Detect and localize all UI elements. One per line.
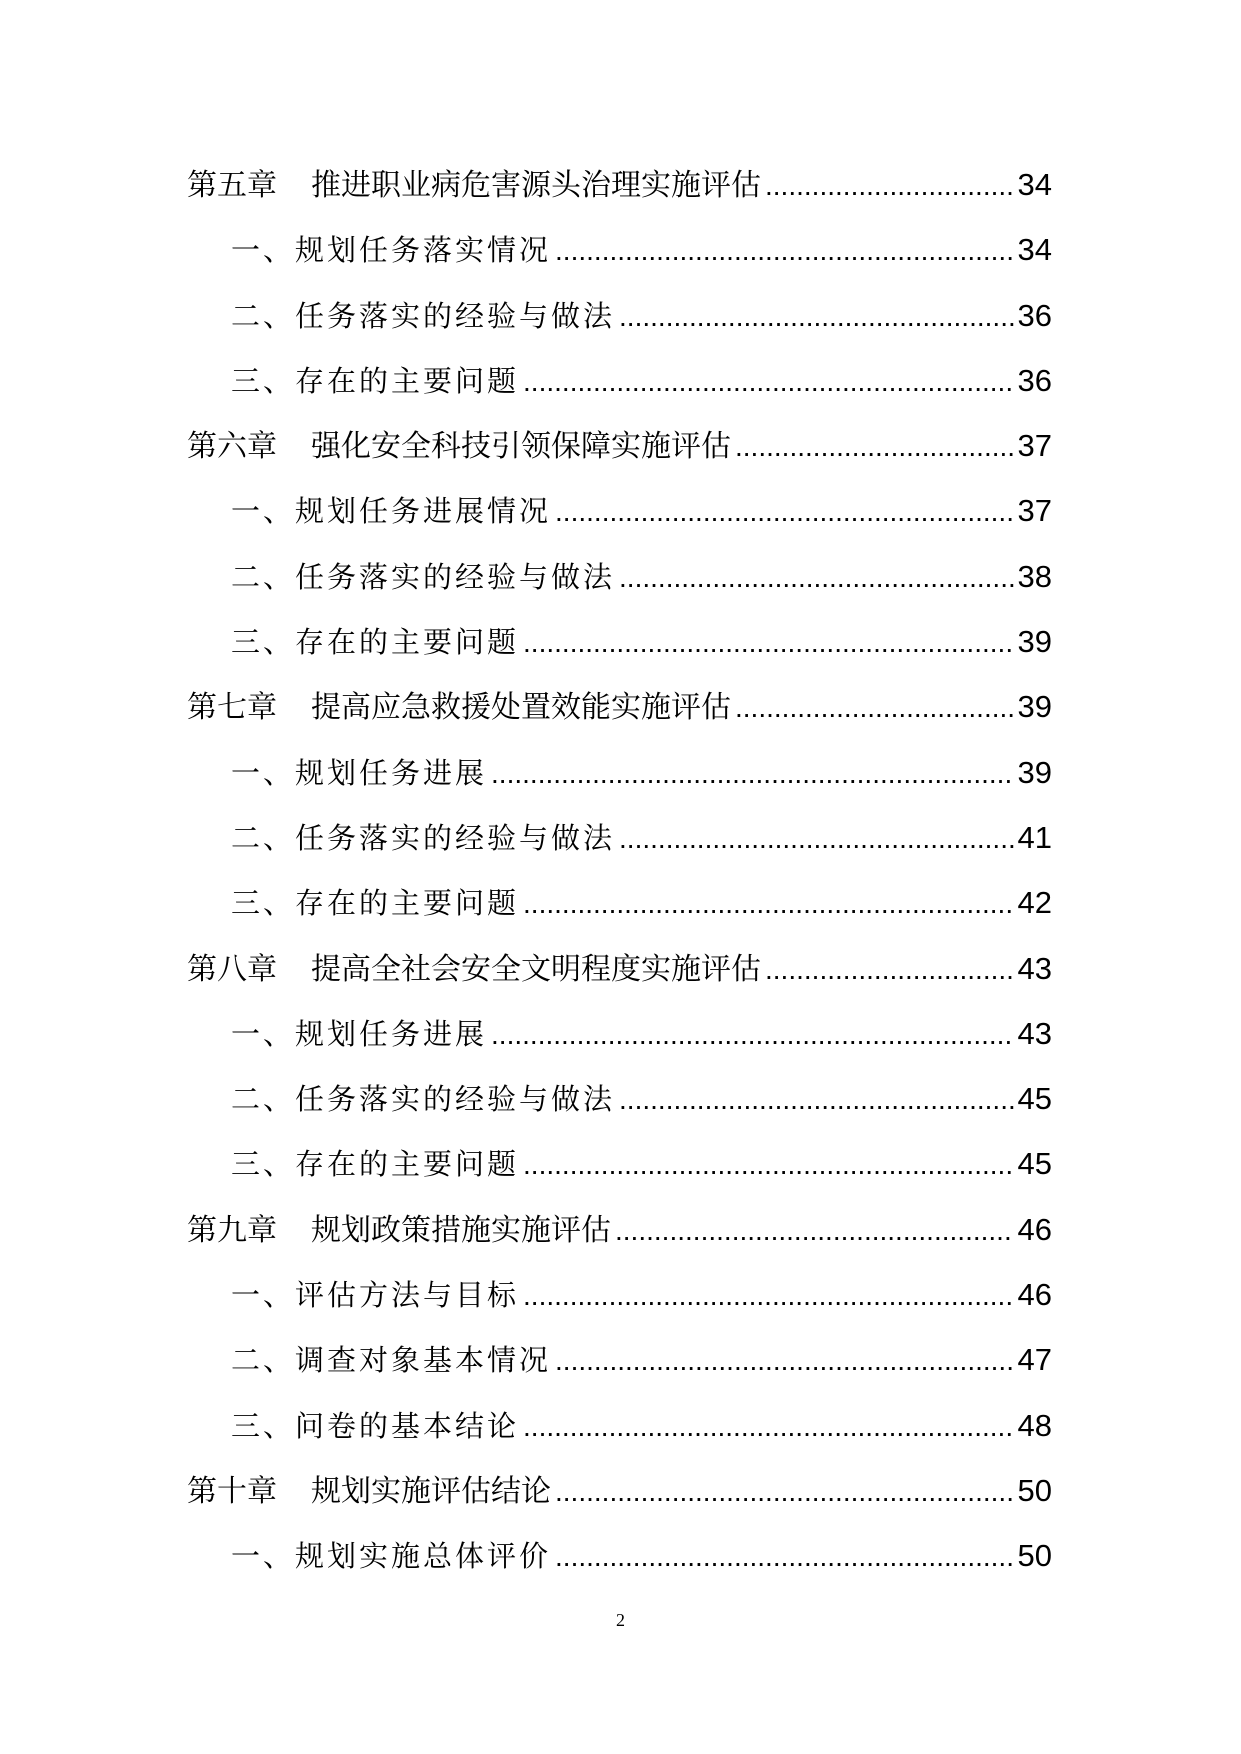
dot-leader	[619, 1067, 1014, 1132]
dot-leader	[555, 1459, 1014, 1524]
dot-leader	[555, 479, 1014, 544]
section-title: 一、规划实施总体评价	[231, 1539, 552, 1574]
dot-leader	[735, 675, 1014, 740]
toc-section-entry[interactable]	[187, 544, 1052, 609]
dot-leader	[615, 1198, 1014, 1263]
dot-leader	[491, 741, 1014, 806]
page-reference: 43	[1017, 1015, 1052, 1051]
toc-chapter-entry[interactable]	[187, 1458, 1052, 1523]
section-title: 一、规划任务进展	[231, 755, 488, 790]
toc-section-entry[interactable]	[187, 348, 1052, 413]
page-footer-number: 2	[616, 1610, 625, 1630]
toc-section-entry[interactable]	[187, 1523, 1052, 1588]
chapter-number: 第七章	[187, 690, 277, 726]
toc-section-entry[interactable]	[187, 740, 1052, 805]
toc-chapter-entry[interactable]	[187, 152, 1052, 217]
section-title: 二、调查对象基本情况	[231, 1343, 552, 1378]
page-reference: 38	[1017, 558, 1052, 594]
page-reference: 34	[1017, 232, 1052, 268]
dot-leader	[619, 284, 1014, 349]
dot-leader	[523, 1263, 1014, 1328]
toc-section-entry[interactable]	[187, 217, 1052, 282]
dot-leader	[523, 871, 1014, 936]
section-title: 一、规划任务进展	[231, 1016, 488, 1051]
toc-section-entry[interactable]	[187, 1262, 1052, 1327]
page-reference: 36	[1017, 297, 1052, 333]
section-title: 二、任务落实的经验与做法	[231, 1082, 616, 1117]
section-title: 一、评估方法与目标	[231, 1278, 520, 1313]
page-reference: 45	[1017, 1081, 1052, 1117]
section-title: 一、规划任务落实情况	[231, 233, 552, 268]
toc-section-entry[interactable]	[187, 1327, 1052, 1392]
chapter-title: 提高应急救援处置效能实施评估	[311, 690, 731, 726]
toc-chapter-entry[interactable]	[187, 674, 1052, 739]
page-reference: 50	[1017, 1472, 1052, 1508]
table-of-contents	[187, 152, 1052, 1589]
chapter-number: 第八章	[187, 951, 277, 987]
page-reference: 45	[1017, 1146, 1052, 1182]
section-title: 三、问卷的基本结论	[231, 1408, 520, 1443]
toc-section-entry[interactable]	[187, 1001, 1052, 1066]
page-reference: 46	[1017, 1277, 1052, 1313]
dot-leader	[555, 1524, 1014, 1589]
chapter-number: 第九章	[187, 1212, 277, 1248]
page-reference: 50	[1017, 1538, 1052, 1574]
chapter-number: 第五章	[187, 168, 277, 203]
page-reference: 41	[1017, 819, 1052, 855]
chapter-title: 提高全社会安全文明程度实施评估	[311, 951, 761, 987]
dot-leader	[555, 1328, 1014, 1393]
section-title: 三、存在的主要问题	[231, 625, 520, 660]
toc-section-entry[interactable]	[187, 1393, 1052, 1458]
page-reference: 42	[1017, 885, 1052, 921]
section-title: 三、存在的主要问题	[231, 363, 520, 398]
dot-leader	[765, 937, 1014, 1002]
page-reference: 43	[1017, 950, 1052, 986]
toc-chapter-entry[interactable]	[187, 1197, 1052, 1262]
section-title: 三、存在的主要问题	[231, 886, 520, 921]
dot-leader	[523, 349, 1014, 414]
toc-chapter-entry[interactable]	[187, 936, 1052, 1001]
section-title: 二、任务落实的经验与做法	[231, 298, 616, 333]
toc-section-entry[interactable]	[187, 478, 1052, 543]
page-reference: 34	[1017, 167, 1052, 202]
toc-chapter-entry[interactable]	[187, 413, 1052, 478]
dot-leader	[555, 218, 1014, 283]
chapter-title: 推进职业病危害源头治理实施评估	[311, 168, 761, 203]
dot-leader	[735, 414, 1014, 479]
section-title: 三、存在的主要问题	[231, 1147, 520, 1182]
page-reference: 39	[1017, 754, 1052, 790]
chapter-number: 第十章	[187, 1473, 277, 1509]
toc-section-entry[interactable]	[187, 1066, 1052, 1131]
section-title: 二、任务落实的经验与做法	[231, 820, 616, 855]
chapter-number: 第六章	[187, 429, 277, 465]
toc-section-entry[interactable]	[187, 1131, 1052, 1196]
toc-section-entry[interactable]	[187, 609, 1052, 674]
dot-leader	[523, 610, 1014, 675]
dot-leader	[491, 1002, 1014, 1067]
page-reference: 47	[1017, 1342, 1052, 1378]
dot-leader	[523, 1132, 1014, 1197]
toc-section-entry[interactable]	[187, 805, 1052, 870]
dot-leader	[765, 153, 1014, 218]
page-reference: 36	[1017, 362, 1052, 398]
toc-section-entry[interactable]	[187, 870, 1052, 935]
dot-leader	[523, 1394, 1014, 1459]
page-reference: 39	[1017, 689, 1052, 725]
toc-section-entry[interactable]	[187, 283, 1052, 348]
page-reference: 46	[1017, 1211, 1052, 1247]
page-reference: 37	[1017, 493, 1052, 529]
page-reference: 37	[1017, 428, 1052, 464]
chapter-title: 强化安全科技引领保障实施评估	[311, 429, 731, 465]
chapter-title: 规划政策措施实施评估	[311, 1212, 611, 1248]
page-reference: 48	[1017, 1407, 1052, 1443]
page-reference: 39	[1017, 624, 1052, 660]
chapter-title: 规划实施评估结论	[311, 1473, 551, 1509]
section-title: 二、任务落实的经验与做法	[231, 559, 616, 594]
section-title: 一、规划任务进展情况	[231, 494, 552, 529]
dot-leader	[619, 545, 1014, 610]
dot-leader	[619, 806, 1014, 871]
